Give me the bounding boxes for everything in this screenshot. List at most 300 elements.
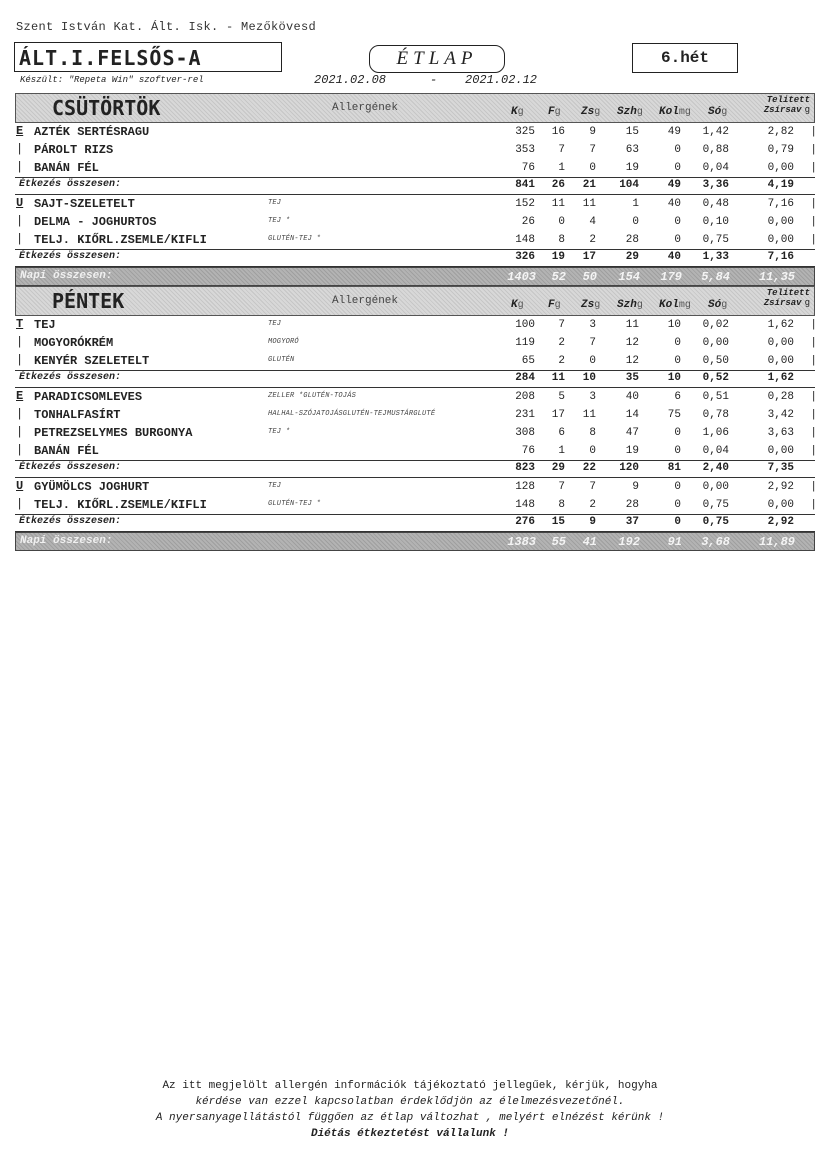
value-tz: 1,62 [767, 319, 794, 331]
value-kol: 0 [674, 445, 681, 457]
menu-item-row [15, 195, 815, 213]
value-szh: 47 [625, 427, 639, 439]
school-name: Szent István Kat. Ált. Isk. - Mezőkövesd [16, 20, 317, 34]
menu-item-row [15, 213, 815, 231]
value-tz: 0,00 [767, 234, 794, 246]
value-szh: 14 [625, 409, 639, 421]
value-kol: 10 [667, 319, 681, 331]
value-tz: 0,00 [767, 337, 794, 349]
value-zs: 0 [589, 355, 596, 367]
total-zs: 17 [582, 251, 596, 263]
day-name: PÉNTEK [52, 289, 125, 313]
row-border-mark: | [810, 337, 817, 349]
total-so: 0,75 [702, 516, 729, 528]
meal-total-label: Étkezés összesen: [19, 372, 122, 383]
dish-allergens: TEJ * [268, 428, 291, 436]
meal-continuation-mark: | [16, 232, 24, 246]
meal-continuation-mark: | [16, 160, 24, 174]
value-tz: 2,92 [767, 481, 794, 493]
value-so: 0,78 [702, 409, 729, 421]
value-szh: 19 [625, 445, 639, 457]
total-szh: 104 [619, 179, 639, 191]
col-protein-header-label: F [548, 106, 555, 118]
satfat-label-2 [764, 298, 810, 308]
value-zs: 0 [589, 162, 596, 174]
col-energy-header-label: K [511, 299, 518, 311]
value-szh: 12 [625, 337, 639, 349]
value-so: 0,04 [702, 162, 729, 174]
dish-name: KENYÉR SZELETELT [34, 354, 150, 368]
daily-total-row [15, 267, 815, 286]
value-k: 148 [515, 499, 535, 511]
value-zs: 9 [589, 126, 596, 138]
col-cholesterol-header-label: Kol [659, 106, 679, 118]
value-zs: 2 [589, 234, 596, 246]
total-kol: 49 [667, 179, 681, 191]
value-kol: 49 [667, 126, 681, 138]
col-fat-header [581, 299, 600, 311]
total-k: 823 [515, 462, 535, 474]
meal-total-row [15, 177, 815, 195]
col-salt-header-unit: g [721, 107, 728, 118]
value-zs: 7 [589, 337, 596, 349]
total-kol: 81 [667, 462, 681, 474]
date-separator: - [430, 73, 438, 87]
satfat-label-2 [764, 105, 810, 115]
value-f: 8 [558, 499, 565, 511]
value-f: 2 [558, 337, 565, 349]
value-szh: 9 [632, 481, 639, 493]
value-tz: 0,00 [767, 499, 794, 511]
value-tz: 7,16 [767, 198, 794, 210]
row-border-mark: | [810, 355, 817, 367]
meal-type-mark: E [16, 389, 24, 403]
value-tz: 0,28 [767, 391, 794, 403]
value-k: 208 [515, 391, 535, 403]
value-kol: 40 [667, 198, 681, 210]
col-fat-header-label: Zs [581, 299, 595, 311]
col-carb-header [617, 106, 643, 118]
daily-total-label: Napi összesen: [20, 535, 113, 547]
row-border-mark: | [810, 427, 817, 439]
row-border-mark: | [810, 198, 817, 210]
value-kol: 0 [674, 427, 681, 439]
value-so: 1,06 [702, 427, 729, 439]
dish-name: BANÁN FÉL [34, 161, 99, 175]
value-k: 26 [521, 216, 535, 228]
row-border-mark: | [810, 144, 817, 156]
dish-name: PARADICSOMLEVES [34, 390, 143, 404]
dish-allergens: ZELLER *GLUTÉN-TOJÁS [268, 392, 357, 400]
dish-allergens: TEJ [268, 482, 282, 490]
menu-item-row [15, 231, 815, 249]
value-f: 7 [558, 481, 565, 493]
value-f: 0 [558, 216, 565, 228]
meal-continuation-mark: | [16, 443, 24, 457]
menu-item-row [15, 442, 815, 460]
day-name: CSÜTÖRTÖK [52, 96, 161, 120]
row-border-mark: | [810, 391, 817, 403]
daily-f: 52 [551, 270, 566, 284]
dish-name: TELJ. KIŐRL.ZSEMLE/KIFLI [34, 498, 207, 512]
meal-type-mark: E [16, 124, 24, 138]
col-salt-header-unit: g [721, 300, 728, 311]
value-f: 6 [558, 427, 565, 439]
col-cholesterol-header-unit: mg [678, 107, 691, 118]
dish-name: AZTÉK SERTÉSRAGU [34, 125, 150, 139]
col-fat-header-unit: g [594, 107, 601, 118]
value-zs: 3 [589, 319, 596, 331]
row-border-mark: | [810, 126, 817, 138]
value-zs: 4 [589, 216, 596, 228]
value-f: 8 [558, 234, 565, 246]
total-szh: 37 [625, 516, 639, 528]
satfat-label-1: Telitett [766, 95, 810, 105]
value-kol: 0 [674, 162, 681, 174]
total-f: 26 [551, 179, 565, 191]
value-tz: 0,00 [767, 355, 794, 367]
col-carb-header-label: Szh [617, 299, 637, 311]
total-zs: 21 [582, 179, 596, 191]
value-so: 0,04 [702, 445, 729, 457]
col-protein-header [548, 106, 561, 118]
col-fat-header-label: Zs [581, 106, 595, 118]
value-kol: 6 [674, 391, 681, 403]
menu-item-row [15, 478, 815, 496]
col-satfat-header [764, 95, 810, 115]
total-f: 29 [551, 462, 565, 474]
col-salt-header [708, 299, 727, 311]
value-szh: 28 [625, 234, 639, 246]
value-f: 16 [551, 126, 565, 138]
dish-allergens: HALHAL-SZÓJATOJÁSGLUTÉN-TEJMUSTÁRGLUTÉ [268, 410, 436, 418]
value-zs: 7 [589, 144, 596, 156]
daily-so: 5,84 [701, 270, 730, 284]
class-name: ÁLT.I.FELSŐS-A [14, 42, 282, 72]
total-tz: 1,62 [767, 372, 794, 384]
col-energy-header-label: K [511, 106, 518, 118]
col-salt-header-label: Só [708, 299, 722, 311]
value-k: 148 [515, 234, 535, 246]
total-f: 11 [551, 372, 565, 384]
value-zs: 11 [582, 198, 596, 210]
col-cholesterol-header [659, 106, 691, 118]
col-energy-header [511, 106, 524, 118]
value-k: 128 [515, 481, 535, 493]
meal-total-row [15, 514, 815, 532]
row-border-mark: | [810, 409, 817, 421]
satfat-label-2a: Zsírsav [763, 298, 802, 308]
value-zs: 0 [589, 445, 596, 457]
value-tz: 0,00 [767, 162, 794, 174]
meal-continuation-mark: | [16, 425, 24, 439]
menu-item-row [15, 334, 815, 352]
value-kol: 0 [674, 481, 681, 493]
menu-item-row [15, 352, 815, 370]
menu-item-row [15, 424, 815, 442]
value-k: 152 [515, 198, 535, 210]
value-szh: 15 [625, 126, 639, 138]
value-so: 0,02 [702, 319, 729, 331]
meal-type-mark: U [16, 196, 24, 210]
meal-type-mark: T [16, 317, 24, 331]
value-f: 2 [558, 355, 565, 367]
meal-total-row [15, 460, 815, 478]
total-tz: 2,92 [767, 516, 794, 528]
total-tz: 4,19 [767, 179, 794, 191]
value-so: 0,50 [702, 355, 729, 367]
col-cholesterol-header-unit: mg [678, 300, 691, 311]
value-so: 0,75 [702, 499, 729, 511]
dish-name: DELMA - JOGHURTOS [34, 215, 157, 229]
value-k: 308 [515, 427, 535, 439]
col-salt-header-label: Só [708, 106, 722, 118]
total-so: 3,36 [702, 179, 729, 191]
day-header [15, 93, 815, 123]
daily-kol: 179 [660, 270, 682, 284]
row-border-mark: | [810, 481, 817, 493]
daily-total-label: Napi összesen: [20, 270, 113, 282]
value-zs: 2 [589, 499, 596, 511]
row-border-mark: | [810, 234, 817, 246]
menu-item-row [15, 159, 815, 177]
menu-item-row [15, 496, 815, 514]
value-k: 65 [521, 355, 535, 367]
menu-item-row [15, 406, 815, 424]
menu-item-row [15, 316, 815, 334]
total-zs: 10 [582, 372, 596, 384]
week-number: 6.hét [632, 43, 738, 73]
footer-diet-note: Diétás étkeztetést vállalunk ! [310, 1128, 510, 1140]
total-zs: 9 [589, 516, 596, 528]
dish-name: MOGYORÓKRÉM [34, 336, 114, 350]
daily-zs: 50 [582, 270, 597, 284]
daily-zs: 41 [582, 535, 597, 549]
total-so: 2,40 [702, 462, 729, 474]
total-so: 0,52 [702, 372, 729, 384]
menu-table [15, 93, 815, 551]
total-tz: 7,35 [767, 462, 794, 474]
dish-name: BANÁN FÉL [34, 444, 99, 458]
daily-tz: 11,89 [758, 535, 795, 549]
date-to: 2021.02.12 [465, 73, 538, 87]
total-tz: 7,16 [767, 251, 794, 263]
value-so: 0,88 [702, 144, 729, 156]
col-protein-header [548, 299, 561, 311]
dish-allergens: TEJ [268, 199, 282, 207]
page-title: ÉTLAP [369, 45, 505, 73]
value-tz: 3,42 [767, 409, 794, 421]
daily-szh: 192 [618, 535, 640, 549]
total-k: 284 [515, 372, 535, 384]
col-salt-header [708, 106, 727, 118]
value-k: 100 [515, 319, 535, 331]
value-kol: 0 [674, 234, 681, 246]
value-kol: 0 [674, 499, 681, 511]
value-so: 0,48 [702, 198, 729, 210]
dish-allergens: TEJ * [268, 217, 291, 225]
col-carb-header-unit: g [636, 107, 643, 118]
value-zs: 11 [582, 409, 596, 421]
dish-name: PETREZSELYMES BURGONYA [34, 426, 193, 440]
footer-line: kérdése van ezzel kapcsolatban érdeklődjön az élelmezésvezetőnél. [195, 1096, 625, 1108]
dish-allergens: GLUTÉN-TEJ * [268, 500, 321, 508]
total-kol: 40 [667, 251, 681, 263]
value-szh: 11 [625, 319, 639, 331]
dish-name: TELJ. KIŐRL.ZSEMLE/KIFLI [34, 233, 207, 247]
col-energy-header-unit: g [517, 107, 524, 118]
daily-total-row [15, 532, 815, 551]
dish-name: TONHALFASÍRT [34, 408, 121, 422]
value-zs: 7 [589, 481, 596, 493]
value-szh: 40 [625, 391, 639, 403]
total-kol: 10 [667, 372, 681, 384]
value-szh: 28 [625, 499, 639, 511]
row-border-mark: | [810, 319, 817, 331]
meal-total-label: Étkezés összesen: [19, 516, 122, 527]
footer-notes [120, 1078, 700, 1142]
dish-allergens: TEJ [268, 320, 282, 328]
col-carb-header [617, 299, 643, 311]
total-k: 276 [515, 516, 535, 528]
col-carb-header-label: Szh [617, 106, 637, 118]
value-k: 325 [515, 126, 535, 138]
total-szh: 120 [619, 462, 639, 474]
day-header [15, 286, 815, 316]
value-so: 0,51 [702, 391, 729, 403]
col-fat-header [581, 106, 600, 118]
value-szh: 1 [632, 198, 639, 210]
col-protein-header-unit: g [554, 107, 561, 118]
total-szh: 29 [625, 251, 639, 263]
satfat-unit: g [804, 298, 810, 308]
value-kol: 75 [667, 409, 681, 421]
allergens-header: Allergének [332, 295, 399, 307]
satfat-label-2a: Zsírsav [763, 105, 802, 115]
value-tz: 0,00 [767, 445, 794, 457]
software-note: Készült: "Repeta Win" szoftver-rel [20, 75, 204, 85]
value-so: 1,42 [702, 126, 729, 138]
satfat-label-1: Telitett [766, 288, 810, 298]
col-energy-header [511, 299, 524, 311]
col-protein-header-label: F [548, 299, 555, 311]
meal-total-label: Étkezés összesen: [19, 251, 122, 262]
value-zs: 3 [589, 391, 596, 403]
dish-name: TEJ [34, 318, 56, 332]
col-protein-header-unit: g [554, 300, 561, 311]
daily-k: 1383 [507, 535, 536, 549]
value-so: 0,00 [702, 337, 729, 349]
col-carb-header-unit: g [636, 300, 643, 311]
value-f: 11 [551, 198, 565, 210]
dish-allergens: MOGYORÓ [268, 338, 299, 346]
value-zs: 8 [589, 427, 596, 439]
satfat-unit: g [804, 105, 810, 115]
value-szh: 63 [625, 144, 639, 156]
value-tz: 0,00 [767, 216, 794, 228]
value-szh: 12 [625, 355, 639, 367]
total-k: 326 [515, 251, 535, 263]
value-k: 231 [515, 409, 535, 421]
total-f: 15 [551, 516, 565, 528]
daily-k: 1403 [507, 270, 536, 284]
total-k: 841 [515, 179, 535, 191]
meal-continuation-mark: | [16, 142, 24, 156]
col-fat-header-unit: g [594, 300, 601, 311]
daily-szh: 154 [618, 270, 640, 284]
dish-allergens: GLUTÉN [268, 356, 295, 364]
value-szh: 19 [625, 162, 639, 174]
dish-name: GYÜMÖLCS JOGHURT [34, 480, 150, 494]
total-szh: 35 [625, 372, 639, 384]
col-cholesterol-header [659, 299, 691, 311]
total-zs: 22 [582, 462, 596, 474]
value-f: 17 [551, 409, 565, 421]
value-kol: 0 [674, 355, 681, 367]
col-cholesterol-header-label: Kol [659, 299, 679, 311]
daily-f: 55 [551, 535, 566, 549]
meal-continuation-mark: | [16, 407, 24, 421]
value-kol: 0 [674, 337, 681, 349]
total-kol: 0 [674, 516, 681, 528]
menu-item-row [15, 388, 815, 406]
value-tz: 0,79 [767, 144, 794, 156]
meal-type-mark: U [16, 479, 24, 493]
daily-so: 3,68 [701, 535, 730, 549]
col-energy-header-unit: g [517, 300, 524, 311]
meal-total-row [15, 370, 815, 388]
daily-tz: 11,35 [758, 270, 795, 284]
value-so: 0,10 [702, 216, 729, 228]
value-f: 5 [558, 391, 565, 403]
value-f: 1 [558, 445, 565, 457]
footer-line: A nyersanyagellátástól függően az étlap változhat , melyért elnézést kérünk ! [155, 1112, 665, 1124]
total-so: 1,33 [702, 251, 729, 263]
dish-name: PÁROLT RIZS [34, 143, 114, 157]
value-so: 0,75 [702, 234, 729, 246]
value-k: 353 [515, 144, 535, 156]
total-f: 19 [551, 251, 565, 263]
dish-allergens: GLUTÉN-TEJ * [268, 235, 321, 243]
col-satfat-header [764, 288, 810, 308]
value-kol: 0 [674, 144, 681, 156]
allergens-header: Allergének [332, 102, 399, 114]
dish-name: SAJT-SZELETELT [34, 197, 135, 211]
value-f: 7 [558, 144, 565, 156]
row-border-mark: | [810, 499, 817, 511]
daily-kol: 91 [667, 535, 682, 549]
meal-continuation-mark: | [16, 497, 24, 511]
meal-total-row [15, 249, 815, 267]
meal-continuation-mark: | [16, 353, 24, 367]
value-tz: 2,82 [767, 126, 794, 138]
value-f: 1 [558, 162, 565, 174]
value-so: 0,00 [702, 481, 729, 493]
footer-line: Az itt megjelölt allergén információk tájékoztató jellegűek, kérjük, hogyha [162, 1080, 658, 1092]
value-k: 76 [521, 162, 535, 174]
value-f: 7 [558, 319, 565, 331]
meal-total-label: Étkezés összesen: [19, 462, 122, 473]
value-k: 76 [521, 445, 535, 457]
row-border-mark: | [810, 445, 817, 457]
meal-continuation-mark: | [16, 214, 24, 228]
menu-item-row [15, 141, 815, 159]
meal-continuation-mark: | [16, 335, 24, 349]
menu-item-row [15, 123, 815, 141]
row-border-mark: | [810, 162, 817, 174]
date-from: 2021.02.08 [314, 73, 387, 87]
value-szh: 0 [632, 216, 639, 228]
